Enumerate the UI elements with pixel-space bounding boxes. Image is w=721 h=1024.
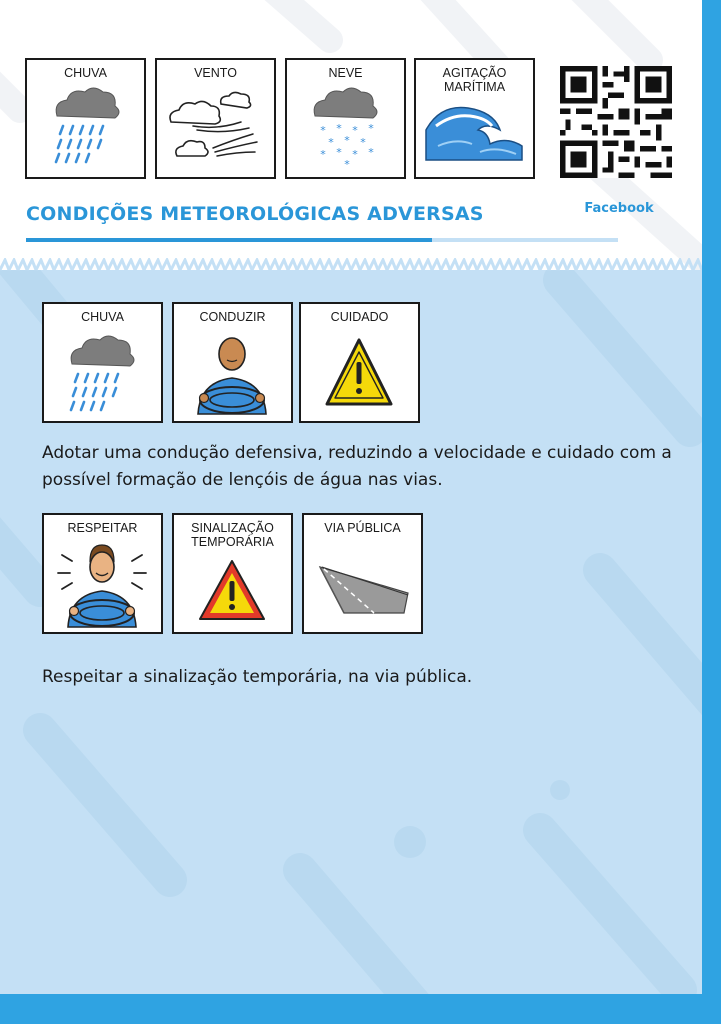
instruction-text-1: Adotar uma condução defensiva, reduzindo a velocidade e cuidado com a possível formação de lençóis de água nas vias. — [42, 443, 672, 490]
pictogram-neve — [285, 58, 406, 179]
pictogram-chuva-2 — [42, 302, 163, 423]
svg-text:*: * — [352, 148, 358, 161]
pictogram-label: CHUVA — [64, 66, 107, 80]
pictogram-respeitar — [42, 513, 163, 634]
title-underline — [26, 238, 432, 242]
temporary-warning-sign-icon — [174, 515, 291, 632]
right-accent-bar — [702, 0, 721, 1024]
driver-icon — [174, 304, 291, 421]
pictogram-vento — [155, 58, 276, 179]
svg-text:*: * — [320, 124, 326, 137]
pictogram-label: VIA PÚBLICA — [324, 521, 401, 535]
svg-text:*: * — [368, 122, 374, 135]
rain-cloud-icon — [44, 304, 161, 421]
warning-sign-icon — [301, 304, 418, 421]
pictogram-label: CONDUZIR — [199, 310, 266, 324]
title-underline-light — [432, 238, 618, 242]
pictogram-chuva — [25, 58, 146, 179]
svg-text:*: * — [336, 146, 342, 159]
pictogram-label: VENTO — [194, 66, 237, 80]
svg-text:*: * — [344, 158, 350, 171]
rain-cloud-icon — [27, 60, 144, 177]
bottom-accent-bar — [0, 994, 721, 1024]
pictogram-label: NEVE — [328, 66, 363, 80]
svg-text:*: * — [320, 148, 326, 161]
pictogram-label: CUIDADO — [330, 310, 389, 324]
respect-driver-icon — [44, 515, 161, 632]
wind-icon — [157, 60, 274, 177]
pictogram-conduzir — [172, 302, 293, 423]
svg-text:*: * — [336, 122, 342, 135]
svg-text:*: * — [328, 136, 334, 149]
zigzag-divider — [0, 258, 702, 272]
pictogram-cuidado — [299, 302, 420, 423]
svg-text:*: * — [360, 136, 366, 149]
qr-code-icon[interactable] — [560, 66, 672, 178]
svg-text:*: * — [352, 124, 358, 137]
pictogram-label: SINALIZAÇÃO TEMPORÁRIA — [191, 521, 274, 549]
svg-text:*: * — [344, 134, 350, 147]
pictogram-label: AGITAÇÃO MARÍTIMA — [442, 66, 507, 94]
pictogram-sinalizacao-temporaria — [172, 513, 293, 634]
pictogram-via-publica — [302, 513, 423, 634]
pictogram-label: CHUVA — [81, 310, 124, 324]
qr-label[interactable]: Facebook — [584, 201, 654, 216]
svg-text:*: * — [368, 146, 374, 159]
pictogram-label: RESPEITAR — [67, 521, 138, 535]
page-title: CONDIÇÕES METEOROLÓGICAS ADVERSAS — [26, 203, 484, 225]
pictogram-agitacao-maritima — [414, 58, 535, 179]
instruction-text-2: Respeitar a sinalização temporária, na via pública. — [42, 667, 473, 687]
sea-wave-icon — [416, 60, 533, 177]
snow-cloud-icon — [287, 60, 404, 177]
road-icon — [304, 515, 421, 632]
